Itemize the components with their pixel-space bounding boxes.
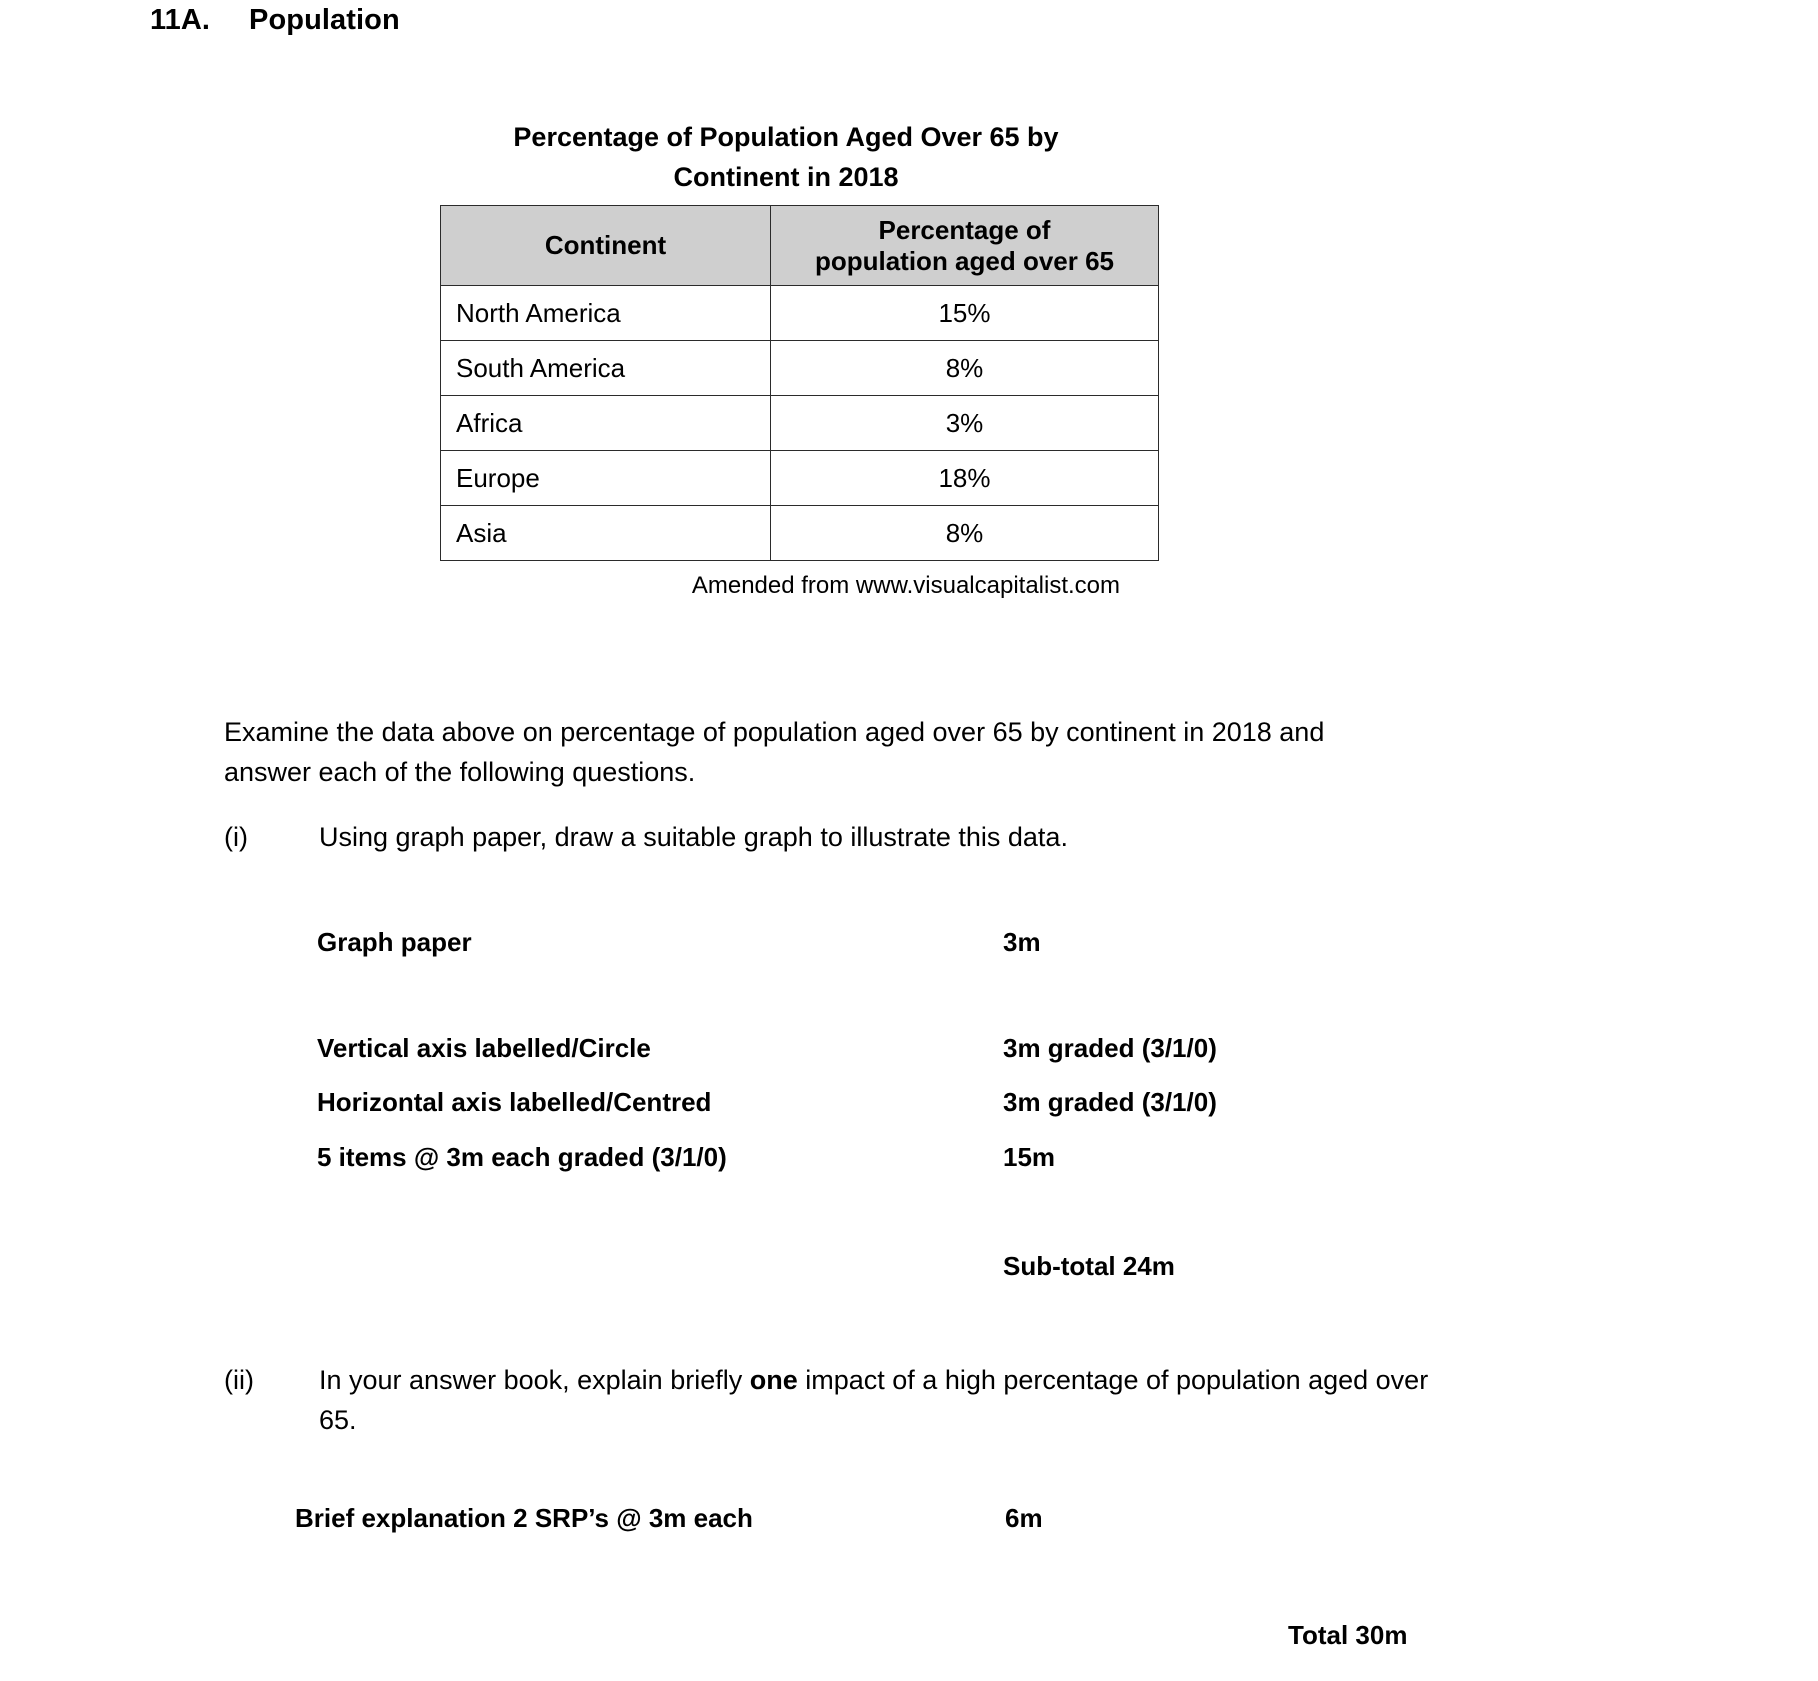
table-row	[441, 396, 1159, 451]
table-row	[441, 341, 1159, 396]
mark-desc-horizontal-axis: Horizontal axis labelled/Centred	[317, 1087, 712, 1117]
mark-desc-brief-explanation: Brief explanation 2 SRP’s @ 3m each	[295, 1503, 753, 1533]
table-body	[441, 286, 1159, 561]
question-item-ii-marker: (ii)	[224, 1365, 254, 1395]
cell-percentage: 8%	[771, 506, 1159, 561]
cell-percentage: 3%	[771, 396, 1159, 451]
table-row	[441, 286, 1159, 341]
table-row	[441, 506, 1159, 561]
cell-percentage: 18%	[771, 451, 1159, 506]
question-item-ii-text-after: impact of a high percentage of population aged over 65.	[319, 1365, 1429, 1435]
question-item-i	[224, 817, 1424, 857]
table-source-attribution: Amended from www.visualcapitalist.com	[691, 572, 1120, 599]
mark-value-horizontal-axis: 3m graded (3/1/0)	[1003, 1087, 1217, 1117]
mark-value-graph-paper: 3m	[1003, 927, 1041, 957]
question-item-ii-text-before: In your answer book, explain briefly	[319, 1365, 750, 1395]
intro-paragraph: Examine the data above on percentage of population aged over 65 by continent in 2018 and answer each of the following questions.	[224, 717, 1325, 787]
cell-continent: Africa	[441, 396, 771, 451]
data-table-block	[440, 117, 1132, 600]
total-label: Total 30m	[1288, 1620, 1408, 1650]
mark-desc-vertical-axis: Vertical axis labelled/Circle	[317, 1033, 651, 1063]
cell-percentage: 8%	[771, 341, 1159, 396]
cell-continent: Europe	[441, 451, 771, 506]
question-item-ii	[224, 1360, 1454, 1440]
mark-desc-graph-paper: Graph paper	[317, 927, 472, 957]
question-item-i-text: Using graph paper, draw a suitable graph to illustrate this data.	[319, 822, 1068, 852]
cell-percentage: 15%	[771, 286, 1159, 341]
question-item-ii-emphasis: one	[749, 1365, 798, 1395]
cell-continent: Asia	[441, 506, 771, 561]
mark-value-vertical-axis: 3m graded (3/1/0)	[1003, 1033, 1217, 1063]
mark-value-brief-explanation: 6m	[1005, 1503, 1043, 1533]
column-header-percentage-line2: population aged over 65	[814, 245, 1115, 276]
cell-continent: South America	[441, 341, 771, 396]
table-header-row	[441, 206, 1159, 286]
column-header-percentage	[771, 206, 1159, 286]
cell-continent: North America	[441, 286, 771, 341]
question-item-ii-text	[319, 1360, 1454, 1440]
table-header	[441, 206, 1159, 286]
page-title	[150, 4, 400, 37]
table-title	[440, 117, 1132, 197]
table-title-line2: Continent in 2018	[673, 162, 899, 192]
mark-value-five-items: 15m	[1003, 1142, 1056, 1172]
question-number: 11A.	[150, 4, 211, 36]
table-title-line1: Percentage of Population Aged Over 65 by	[513, 122, 1059, 152]
population-table	[440, 205, 1159, 561]
question-item-i-marker: (i)	[224, 822, 248, 852]
subtotal-label: Sub-total 24m	[1003, 1251, 1175, 1281]
mark-desc-five-items: 5 items @ 3m each graded (3/1/0)	[317, 1142, 727, 1172]
column-header-percentage-line1: Percentage of	[878, 214, 1051, 245]
column-header-continent: Continent	[441, 206, 771, 286]
question-title: Population	[249, 4, 400, 36]
table-row	[441, 451, 1159, 506]
